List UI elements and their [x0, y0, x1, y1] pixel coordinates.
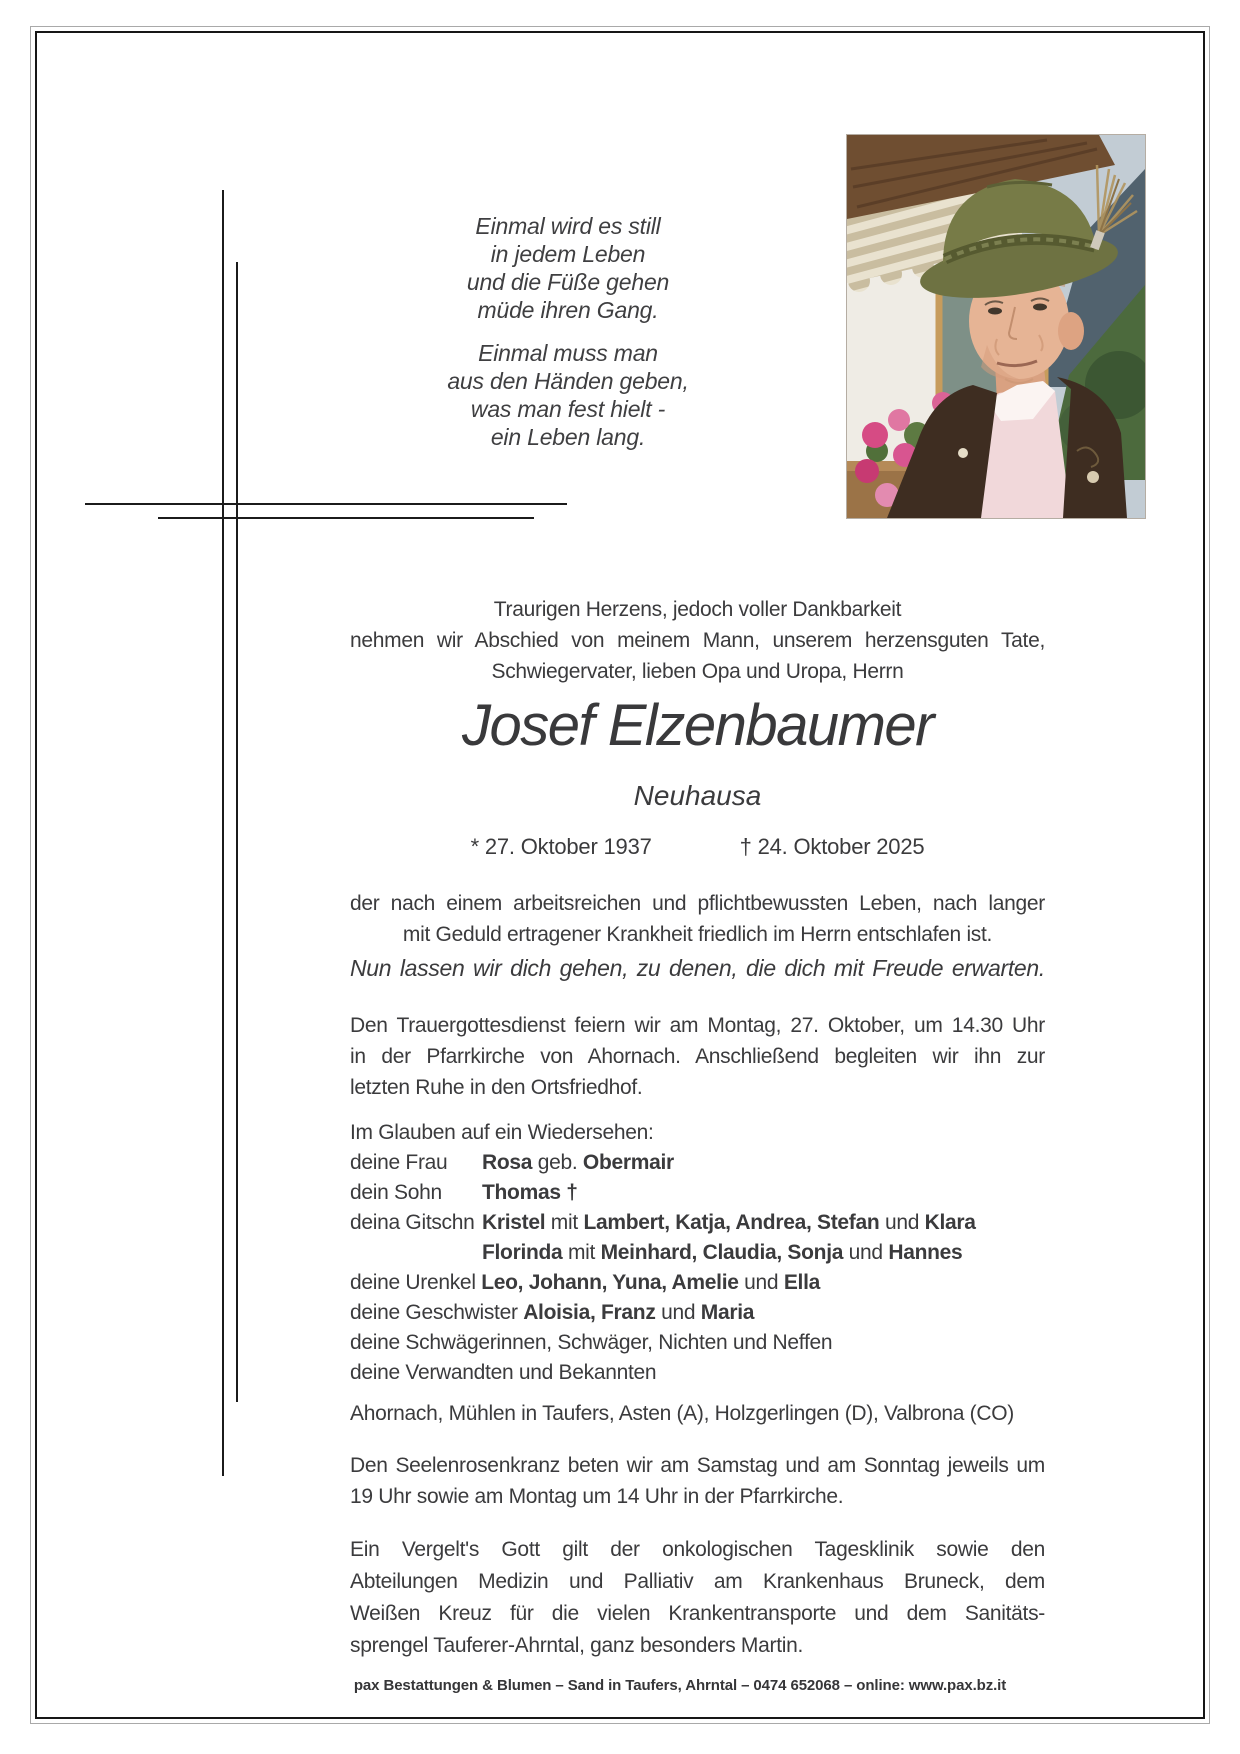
portrait-illustration [847, 135, 1145, 518]
text-segment: mit [562, 1241, 601, 1264]
family-row-relatives [350, 1358, 1045, 1388]
family-names [482, 1148, 674, 1178]
family-row-siblings [350, 1298, 1045, 1328]
family-row-wife [350, 1148, 1045, 1178]
family-names [482, 1238, 962, 1268]
text-line: Den Seelenrosenkranz beten wir am Samstag und am Sonntag jeweils um [350, 1454, 1045, 1477]
death-date: † 24. Oktober 2025 [739, 834, 925, 859]
family-name-bold: Meinhard, Claudia, Sonja [600, 1241, 844, 1264]
text-line: Nun lassen wir dich gehen, zu denen, die dich mit Freude erwarten. [350, 955, 1045, 981]
text-segment: deine Verwandten und Bekannten [350, 1361, 657, 1384]
text-line: Einmal wird es still [475, 213, 661, 239]
mourning-intro [350, 594, 1045, 687]
text-line: nehmen wir Abschied von meinem Mann, unserem herzensguten Tate, [350, 629, 1045, 652]
poem-stanza-2 [408, 339, 728, 451]
cross-horizontal-line-long [85, 503, 567, 505]
family-name-bold: Aloisia, Franz [523, 1301, 656, 1324]
text-line: in jedem Leben [490, 241, 646, 267]
text-line: und die Füße gehen [466, 269, 670, 295]
family-relation-label: dein Sohn [350, 1181, 442, 1204]
birth-date: * 27. Oktober 1937 [470, 834, 652, 859]
text-line: mit Geduld ertragener Krankheit friedlich im Herrn entschlafen ist. [402, 923, 993, 946]
text-line: Einmal muss man [478, 340, 658, 366]
text-line: Schwiegervater, lieben Opa und Uropa, Herrn [491, 660, 904, 683]
family-name-bold: Leo, Johann, Yuna, Amelie [481, 1271, 739, 1294]
family-row-son [350, 1178, 1045, 1208]
family-name-bold: Obermair [582, 1151, 674, 1174]
text-line: Ein Vergelt's Gott gilt der onkologischen Tagesklinik sowie den [350, 1538, 1045, 1561]
family-relation-label: deine Frau [350, 1151, 448, 1174]
text-segment: mit [545, 1211, 584, 1234]
house-name: Neuhausa [633, 780, 762, 811]
life-dates [350, 833, 1045, 861]
family-names [482, 1208, 976, 1238]
text-line: der nach einem arbeitsreichen und pflichtbewussten Leben, nach langer [350, 892, 1045, 915]
text-segment: deine Geschwister [350, 1301, 524, 1324]
memorial-poem [408, 212, 728, 451]
family-row-great-grandchildren [350, 1268, 1045, 1298]
family-row-daughters [350, 1208, 1045, 1238]
rosary-text [350, 1450, 1045, 1512]
text-line: ein Leben lang. [490, 424, 646, 450]
passing-text [350, 888, 1045, 950]
text-line: Den Trauergottesdienst feiern wir am Montag, 27. Oktober, um 14.30 Uhr [350, 1014, 1045, 1037]
cross-horizontal-line-short [158, 517, 534, 519]
family-name-bold: Thomas † [482, 1181, 578, 1204]
thanks-text [350, 1534, 1045, 1662]
cross-vertical-line-short [236, 262, 238, 1402]
text-line: müde ihren Gang. [477, 297, 659, 323]
text-line: Traurigen Herzens, jedoch voller Dankbarkeit [493, 598, 902, 621]
family-name-bold: Maria [700, 1301, 755, 1324]
family-name-bold: Florinda [482, 1241, 563, 1264]
text-line: aus den Händen geben, [447, 368, 689, 394]
cross-vertical-line-long [222, 190, 224, 1476]
family-name-bold: Hannes [888, 1241, 963, 1264]
family-heading: Im Glauben auf ein Wiedersehen: [350, 1121, 654, 1144]
text-line: 19 Uhr sowie am Montag um 14 Uhr in der Pfarrkirche. [350, 1485, 844, 1508]
family-name-bold: Ella [783, 1271, 820, 1294]
text-segment: und [655, 1301, 701, 1324]
family-name-bold: Klara [924, 1211, 976, 1234]
text-segment: geb. [532, 1151, 583, 1174]
funeral-service-text [350, 1010, 1045, 1103]
deceased-name: Josef Elzenbaumer [462, 693, 933, 758]
family-row-daughters-2 [350, 1238, 1045, 1268]
text-line: sprengel Tauferer-Ahrntal, ganz besonders Martin. [350, 1634, 804, 1657]
family-name-bold: Kristel [482, 1211, 546, 1234]
text-line: was man fest hielt - [470, 396, 666, 422]
portrait-photo [846, 134, 1146, 519]
family-row-in-laws [350, 1328, 1045, 1358]
family-relation-label: deina Gitschn [350, 1211, 475, 1234]
family-relation-label [350, 1238, 482, 1268]
poem-stanza-1 [408, 212, 728, 324]
text-line: Weißen Kreuz für die vielen Krankentransporte und dem Sanitäts- [350, 1602, 1045, 1625]
text-segment: deine Schwägerinnen, Schwäger, Nichten und Neffen [350, 1331, 833, 1354]
text-line: letzten Ruhe in den Ortsfriedhof. [350, 1076, 643, 1099]
text-line: in der Pfarrkirche von Ahornach. Anschließend begleiten wir ihn zur [350, 1045, 1045, 1068]
family-name-bold: Lambert, Katja, Andrea, Stefan [583, 1211, 880, 1234]
farewell-line [350, 953, 1045, 983]
family-list [350, 1118, 1045, 1388]
text-segment: und [843, 1241, 889, 1264]
funeral-home-footer: pax Bestattungen & Blumen – Sand in Taufers, Ahrntal – 0474 652068 – online: www.pax.bz.it [353, 1677, 1007, 1694]
text-segment: und [738, 1271, 784, 1294]
family-name-bold: Rosa [482, 1151, 533, 1174]
mourning-places: Ahornach, Mühlen in Taufers, Asten (A), Holzgerlingen (D), Valbrona (CO) [350, 1402, 1014, 1425]
text-line: Abteilungen Medizin und Palliativ am Krankenhaus Bruneck, dem [350, 1570, 1045, 1593]
text-segment: deine Urenkel [350, 1271, 482, 1294]
text-segment: und [879, 1211, 925, 1234]
family-names [482, 1178, 578, 1208]
